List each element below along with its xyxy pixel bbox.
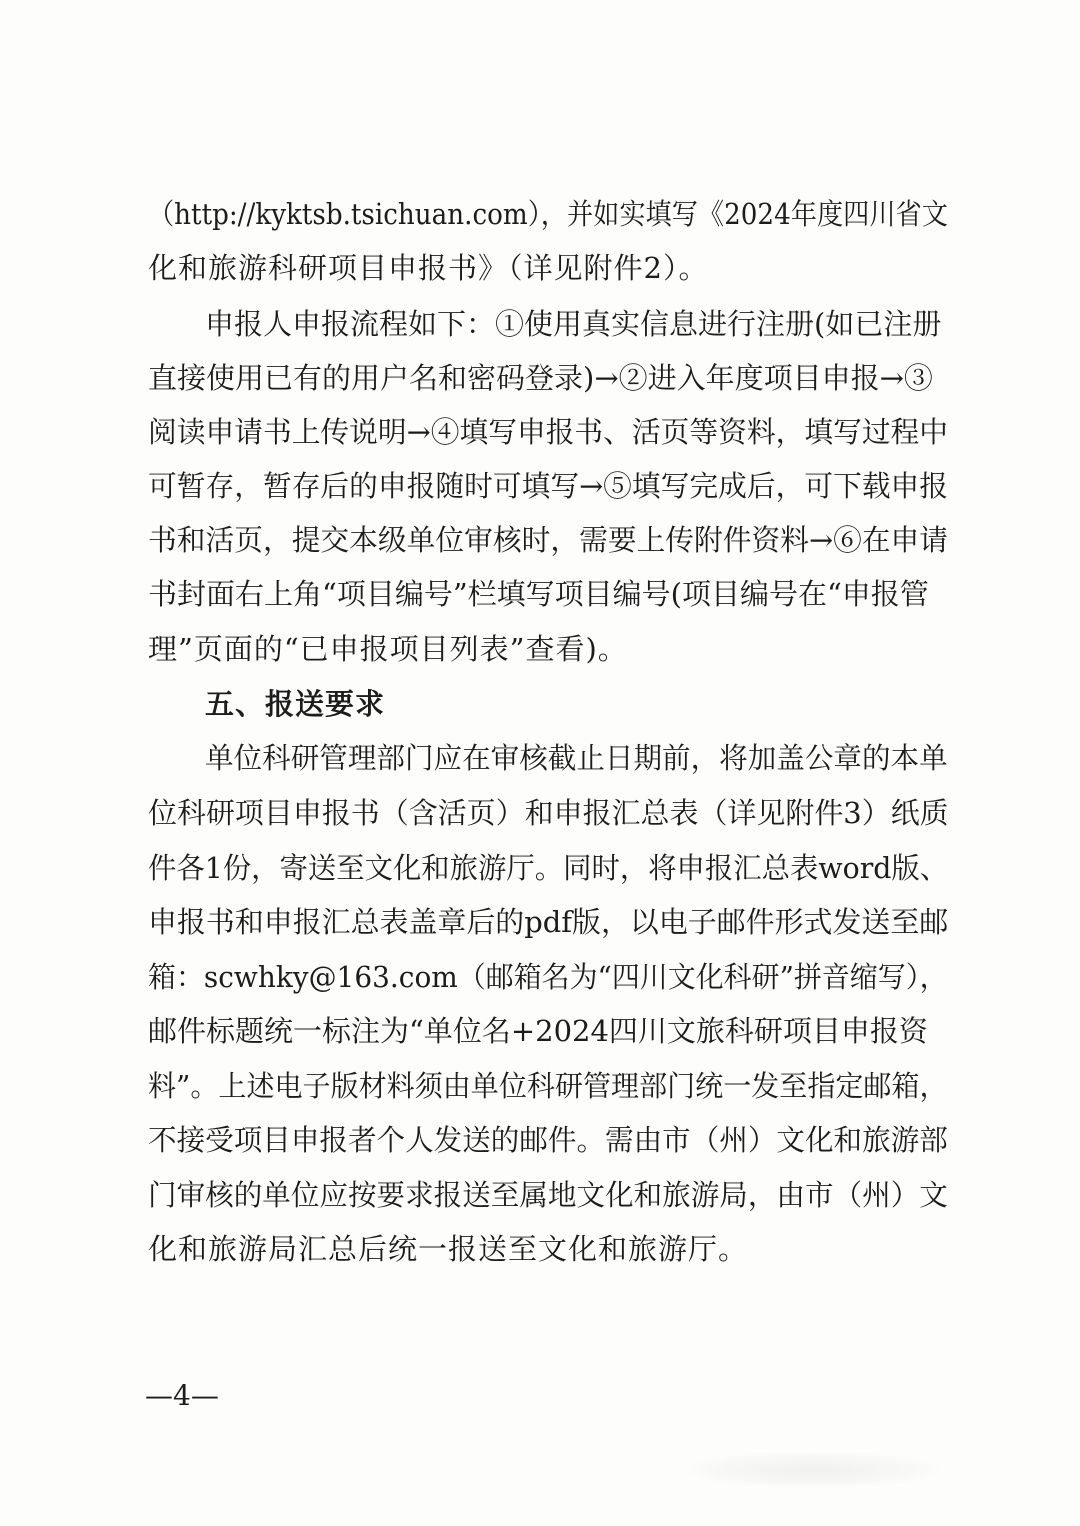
text-line: 直接使用已有的用户名和密码登录)→②进入年度项目申报→③ xyxy=(148,361,933,395)
page-number: —4— xyxy=(145,1379,219,1412)
text-line: 阅读申请书上传说明→④填写申报书、活页等资料，填写过程中 xyxy=(148,415,949,449)
text-line: 位科研项目申报书（含活页）和申报汇总表（详见附件3）纸质 xyxy=(148,796,949,830)
scan-smudge xyxy=(688,1452,938,1488)
text-line: 件各1份，寄送至文化和旅游厅。同时，将申报汇总表word版、 xyxy=(148,851,949,885)
text-line: 箱：scwhky@163.com（邮箱名为“四川文化科研”拼音缩写）， xyxy=(148,960,948,994)
text-line: 料”。上述电子版材料须由单位科研管理部门统一发至指定邮箱， xyxy=(148,1069,948,1103)
text-line: 化和旅游局汇总后统一报送至文化和旅游厅。 xyxy=(148,1232,749,1266)
text-line: 单位科研管理部门应在审核截止日期前，将加盖公章的本单 xyxy=(205,741,948,775)
text-line: 书和活页，提交本级单位审核时，需要上传附件资料→⑥在申请 xyxy=(148,523,949,557)
text-line: 可暂存，暂存后的申报随时可填写→⑤填写完成后，可下载申报 xyxy=(148,469,949,503)
section-heading: 五、报送要求 xyxy=(205,687,386,721)
text-line: 化和旅游科研项目申报书》（详见附件2）。 xyxy=(148,251,709,285)
text-line: 门审核的单位应按要求报送至属地文化和旅游局，由市（州）文 xyxy=(148,1178,948,1212)
text-line: 申报书和申报汇总表盖章后的pdf版，以电子邮件形式发送至邮 xyxy=(148,905,949,939)
text-line: （http://kyktsb.tsichuan.com），并如实填写《2024年度四川省文 xyxy=(148,197,948,231)
text-line: 申报人申报流程如下：①使用真实信息进行注册(如已注册 xyxy=(205,307,942,341)
text-line: 邮件标题统一标注为“单位名+2024四川文旅科研项目申报资 xyxy=(148,1014,928,1048)
text-line: 理”页面的“已申报项目列表”查看)。 xyxy=(148,632,628,666)
text-line: 不接受项目申报者个人发送的邮件。需由市（州）文化和旅游部 xyxy=(148,1123,948,1157)
text-line: 书封面右上角“项目编号”栏填写项目编号(项目编号在“申报管 xyxy=(148,577,929,611)
